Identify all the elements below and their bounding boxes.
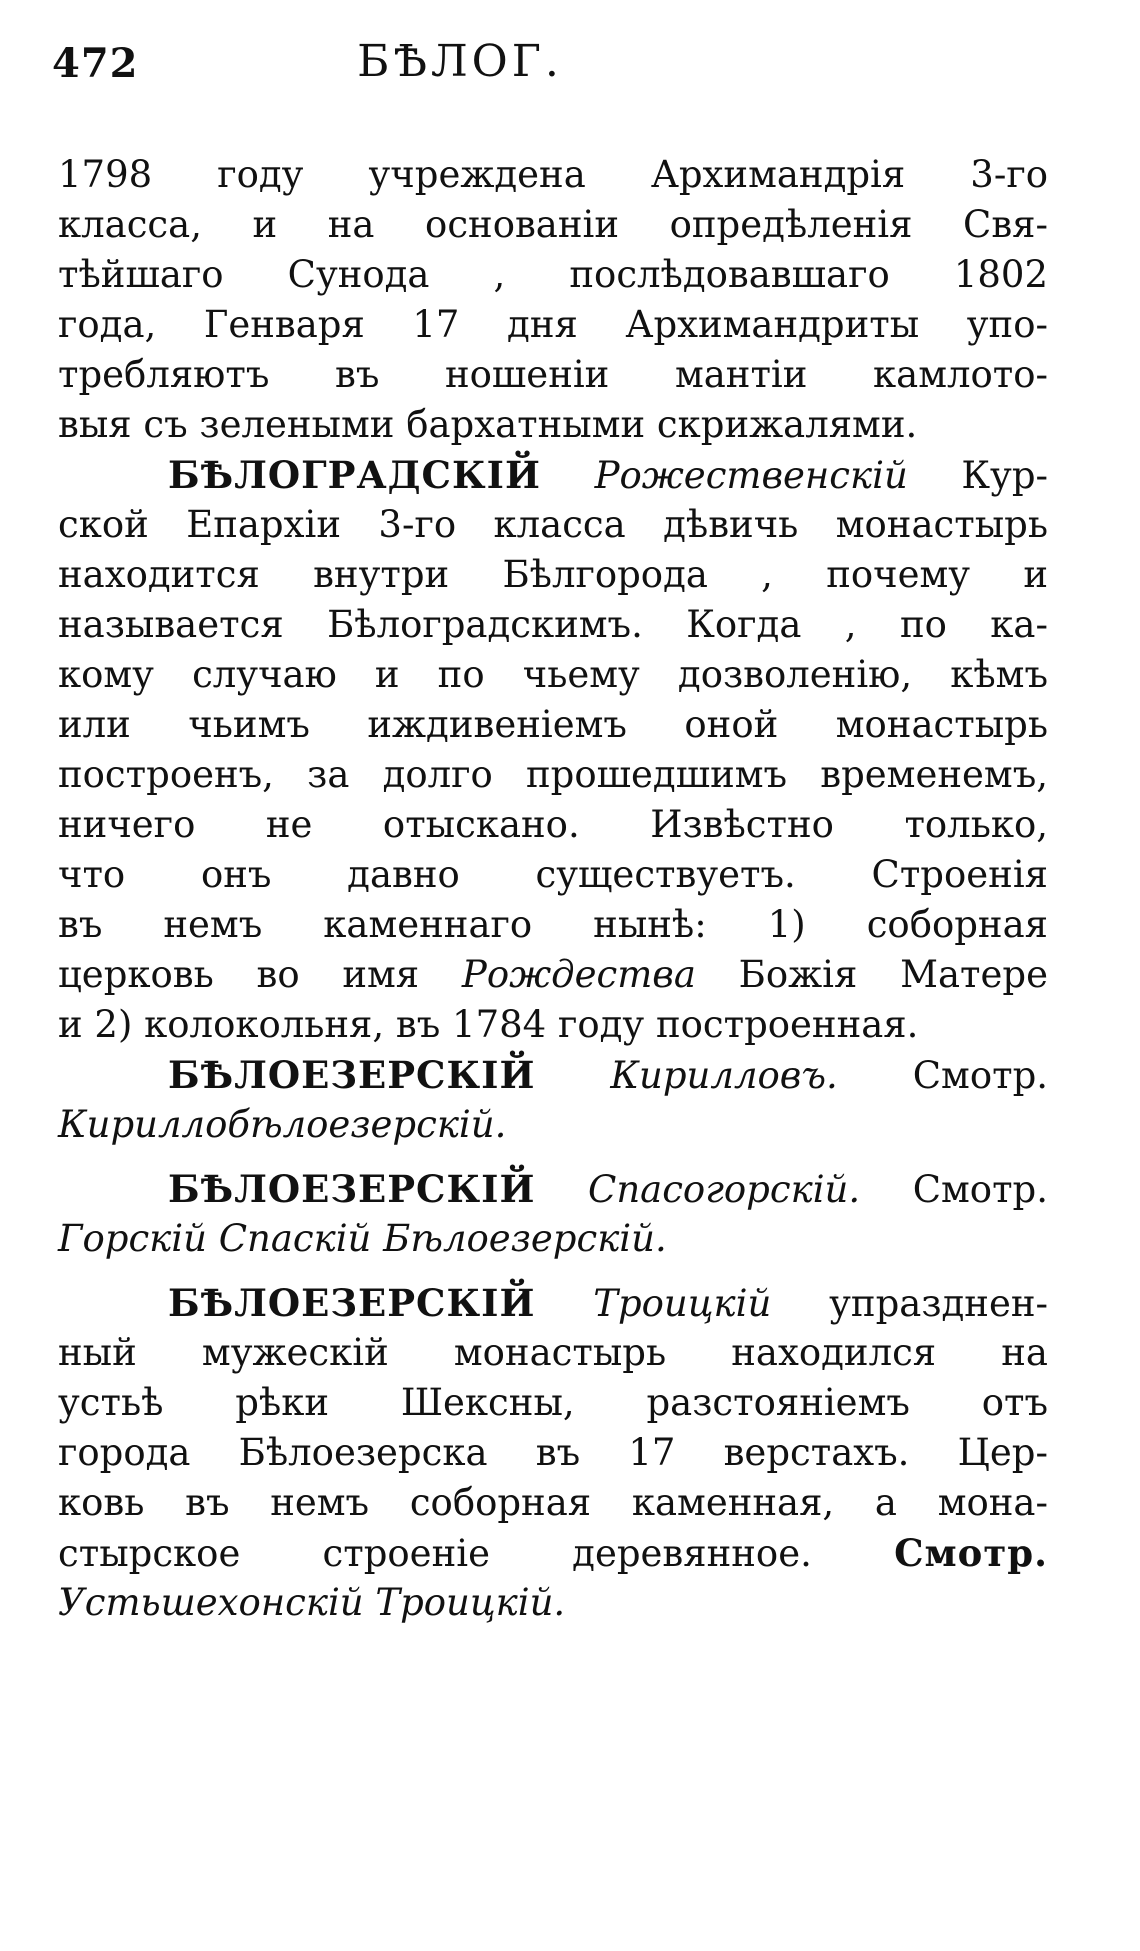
entry-text: Смотр. — [894, 1531, 1049, 1575]
text-line: называется Бѣлоградскимъ. Когда , по ка- — [58, 603, 1048, 646]
entry-headword: БѢЛОЕЗЕРСКІЙ — [168, 1053, 536, 1097]
text-line: выя съ зелеными бархатными скрижалями. — [58, 403, 918, 446]
text-line: требляютъ въ ношеніи мантіи камлото- — [58, 353, 1048, 396]
entry-subtitle: Троицкій — [593, 1282, 772, 1325]
text-line: ковь въ немъ соборная каменная, а мона- — [58, 1481, 1048, 1524]
entry-italic-text: Рождества — [461, 953, 696, 996]
entry-headword: БѢЛОГРАДСКІЙ — [168, 453, 541, 497]
cross-reference: Кириллобѣлоезерскій. — [58, 1103, 507, 1146]
entry-first-line — [58, 1278, 1048, 1328]
text-line: класса, и на основаніи опредѣленія Свя- — [58, 203, 1048, 246]
cross-reference: Горскій Спаскій Бѣлоезерскій. — [58, 1217, 667, 1260]
entry-text: Божія Матере — [738, 953, 1048, 996]
text-line: или чьимъ иждивеніемъ оной монастырь — [58, 703, 1048, 746]
entry-first-line — [58, 450, 1048, 500]
text-line: ный мужескій монастырь находился на — [58, 1331, 1048, 1374]
text-line: тѣйшаго Сунода , послѣдовавшаго 1802 — [58, 253, 1048, 296]
running-head: БѢЛОГ. — [357, 36, 563, 87]
text-line: ской Епархіи 3-го класса дѣвичь монастырь — [58, 503, 1048, 546]
text-line: ничего не отыскано. Извѣстно только, — [58, 803, 1048, 846]
entry-text: упразднен- — [829, 1282, 1049, 1325]
text-line: построенъ, за долго прошедшимъ временемъ, — [58, 753, 1048, 796]
text-line: что онъ давно существуетъ. Строенія — [58, 853, 1048, 896]
page-number: 472 — [52, 40, 139, 87]
text-line: устьѣ рѣки Шексны, разстояніемъ отъ — [58, 1381, 1048, 1424]
text-line: года, Генваря 17 дня Архимандриты упо- — [58, 303, 1048, 346]
entry-first-line — [58, 1164, 1048, 1214]
text-line: города Бѣлоезерска въ 17 верстахъ. Цер- — [58, 1431, 1048, 1474]
spacer — [58, 1264, 1048, 1278]
entry-beloezersky-troitsky — [58, 1278, 1048, 1628]
entry-text: церковь во имя — [58, 953, 420, 996]
entry-beloezersky-spasogorsky — [58, 1164, 1048, 1264]
text-line — [58, 1528, 1048, 1578]
text-line: въ немъ каменнаго нынѣ: 1) соборная — [58, 903, 1048, 946]
paragraph-continuation — [58, 150, 1048, 450]
entry-belogradsky — [58, 450, 1048, 1050]
entry-text: Смотр. — [912, 1168, 1048, 1211]
entry-text: Кур- — [961, 454, 1049, 497]
spacer — [58, 1150, 1048, 1164]
text-line — [58, 950, 1048, 1000]
entry-text: Смотр. — [912, 1054, 1049, 1097]
text-line: и 2) колокольня, въ 1784 году построенная. — [58, 1003, 919, 1046]
entry-headword: БѢЛОЕЗЕРСКІЙ — [168, 1281, 536, 1325]
body-text — [58, 150, 1048, 1628]
entry-beloezersky-kirillov — [58, 1050, 1048, 1150]
text-line: 1798 году учреждена Архимандрія 3-го — [58, 153, 1048, 196]
entry-subtitle: Кирилловъ. — [610, 1054, 838, 1097]
entry-subtitle: Рожественскій — [594, 454, 908, 497]
text-line: находится внутри Бѣлгорода , почему и — [58, 553, 1048, 596]
entry-subtitle: Спасогорскій. — [588, 1168, 861, 1211]
entry-first-line — [58, 1050, 1048, 1100]
text-line: кому случаю и по чьему дозволенію, кѣмъ — [58, 653, 1048, 696]
entry-headword: БѢЛОЕЗЕРСКІЙ — [168, 1167, 536, 1211]
cross-reference: Устьшехонскій Троицкій. — [58, 1581, 566, 1624]
entry-text: стырское строеніе деревянное. — [58, 1532, 812, 1575]
